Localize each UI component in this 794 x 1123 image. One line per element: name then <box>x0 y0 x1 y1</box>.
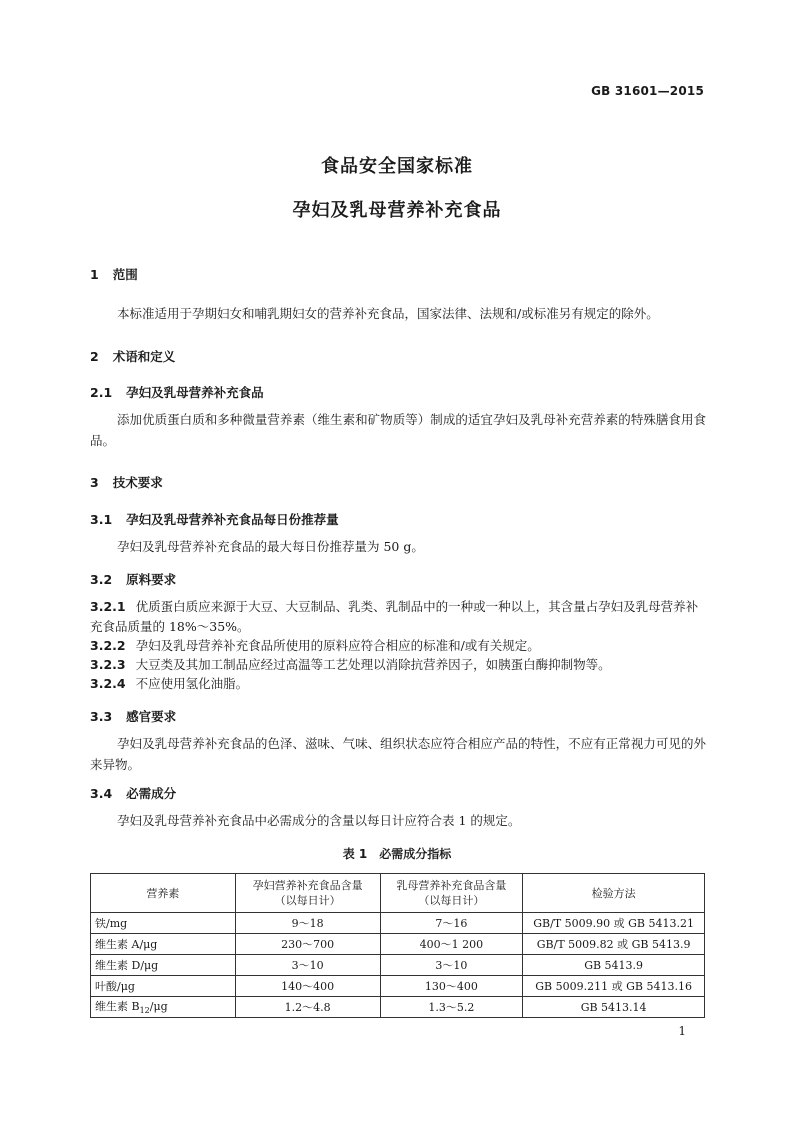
section-3-1-text: 孕妇及乳母营养补充食品的最大每日份推荐量为 50 g。 <box>117 539 424 554</box>
nutrient-table <box>90 873 705 1018</box>
clause-text: 优质蛋白质应来源于大豆、大豆制品、乳类、乳制品中的一种或一种以上，其含量占孕妇及乳母营养补充食品质量的 18%～35%。 <box>90 599 699 634</box>
table-row <box>91 976 705 997</box>
section-number: 2 <box>90 349 99 364</box>
section-title: 孕妇及乳母营养补充食品每日份推荐量 <box>126 512 339 527</box>
section-number: 3 <box>90 475 99 490</box>
header-line: （以每日计） <box>274 894 341 907</box>
clause-text: 孕妇及乳母营养补充食品所使用的原料应符合相应的标准和/或有关规定。 <box>135 638 540 653</box>
cell-method: GB/T 5009.82 或 GB 5413.9 <box>523 934 705 955</box>
column-header-pregnant <box>235 874 380 913</box>
header-line: 孕妇营养补充食品含量 <box>252 879 363 892</box>
cell-pregnant: 3～10 <box>235 955 380 976</box>
cell-nutrient: 维生素 A/μg <box>91 934 236 955</box>
clause-3-2-3 <box>90 655 706 675</box>
clause-3-2-1 <box>90 597 706 637</box>
nutrient-subscript: 12 <box>139 1006 150 1016</box>
section-number: 1 <box>90 267 99 282</box>
cell-lactating: 130～400 <box>380 976 523 997</box>
clause-number: 3.2.1 <box>90 599 126 614</box>
standard-code: GB 31601—2015 <box>591 84 704 98</box>
section-title: 必需成分 <box>126 786 177 801</box>
clause-3-2-4 <box>90 674 706 694</box>
cell-pregnant: 140～400 <box>235 976 380 997</box>
section-title: 感官要求 <box>126 709 177 724</box>
section-3-2-heading <box>90 570 176 588</box>
section-1-text: 本标准适用于孕期妇女和哺乳期妇女的营养补充食品，国家法律、法规和/或标准另有规定的除外。 <box>117 306 659 321</box>
section-number: 3.4 <box>90 786 113 801</box>
cell-method: GB 5413.9 <box>523 955 705 976</box>
section-number: 3.3 <box>90 709 113 724</box>
clause-number: 3.2.3 <box>90 657 126 672</box>
section-number: 2.1 <box>90 385 113 400</box>
nutrient-unit: /μg <box>149 1000 168 1014</box>
cell-lactating: 3～10 <box>380 955 523 976</box>
clause-3-2-2 <box>90 636 706 656</box>
header-line: 乳母营养补充食品含量 <box>396 879 507 892</box>
nutrient-name: 维生素 B <box>95 1000 140 1014</box>
document-title: 食品安全国家标准 <box>321 156 473 177</box>
clause-text: 大豆类及其加工制品应经过高温等工艺处理以消除抗营养因子，如胰蛋白酶抑制物等。 <box>135 657 611 672</box>
column-header-lactating <box>380 874 523 913</box>
section-3-4-heading <box>90 784 176 802</box>
cell-lactating: 7～16 <box>380 913 523 934</box>
section-3-3-text: 孕妇及乳母营养补充食品的色泽、滋味、气味、组织状态应符合相应产品的特性，不应有正常视力可见的外来异物。 <box>90 736 706 772</box>
cell-method: GB/T 5009.90 或 GB 5413.21 <box>523 913 705 934</box>
clause-text: 不应使用氢化油脂。 <box>135 676 249 691</box>
cell-pregnant: 1.2～4.8 <box>235 997 380 1018</box>
cell-lactating: 400～1 200 <box>380 934 523 955</box>
column-header-method: 检验方法 <box>523 874 705 913</box>
section-title: 技术要求 <box>112 475 163 490</box>
cell-nutrient: 叶酸/μg <box>91 976 236 997</box>
table-row <box>91 934 705 955</box>
clause-number: 3.2.2 <box>90 638 126 653</box>
section-1-heading <box>90 265 138 283</box>
cell-nutrient: 维生素 D/μg <box>91 955 236 976</box>
section-2-1-text: 添加优质蛋白质和多种微量营养素（维生素和矿物质等）制成的适宜孕妇及乳母补充营养素的特殊膳食用食品。 <box>90 412 706 448</box>
section-number: 3.2 <box>90 572 113 587</box>
page-number: 1 <box>678 1024 686 1038</box>
cell-nutrient <box>91 997 236 1018</box>
document-subtitle: 孕妇及乳母营养补充食品 <box>292 200 502 221</box>
section-3-3-heading <box>90 707 176 725</box>
cell-nutrient: 铁/mg <box>91 913 236 934</box>
table-row <box>91 913 705 934</box>
table-row <box>91 997 705 1018</box>
section-2-heading <box>90 347 175 365</box>
section-3-heading <box>90 473 163 491</box>
cell-pregnant: 230～700 <box>235 934 380 955</box>
table-header-row <box>91 874 705 913</box>
clause-number: 3.2.4 <box>90 676 126 691</box>
cell-method: GB 5413.14 <box>523 997 705 1018</box>
header-line: （以每日计） <box>418 894 485 907</box>
column-header-nutrient: 营养素 <box>91 874 236 913</box>
section-number: 3.1 <box>90 512 113 527</box>
cell-pregnant: 9～18 <box>235 913 380 934</box>
table-row <box>91 955 705 976</box>
section-3-1-heading <box>90 510 339 528</box>
section-title: 术语和定义 <box>112 349 176 364</box>
section-title: 孕妇及乳母营养补充食品 <box>126 385 264 400</box>
section-3-4-text: 孕妇及乳母营养补充食品中必需成分的含量以每日计应符合表 1 的规定。 <box>117 813 521 828</box>
cell-lactating: 1.3～5.2 <box>380 997 523 1018</box>
section-title: 范围 <box>112 267 138 282</box>
section-title: 原料要求 <box>126 572 177 587</box>
section-2-1-heading <box>90 383 264 401</box>
table-caption: 表 1 必需成分指标 <box>342 847 452 861</box>
cell-method: GB 5009.211 或 GB 5413.16 <box>523 976 705 997</box>
